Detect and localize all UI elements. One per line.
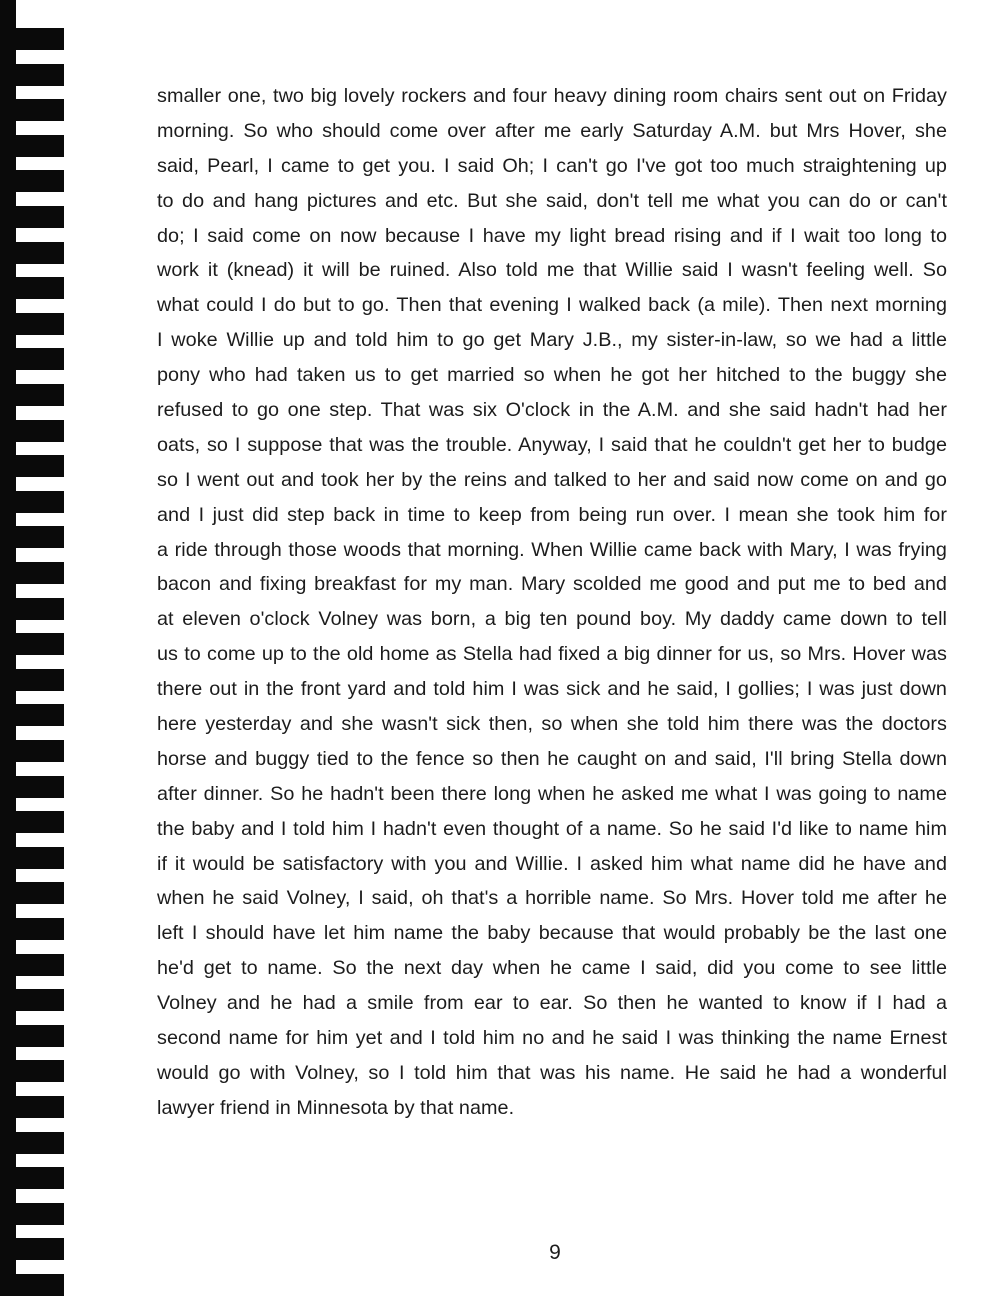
binding-tooth (0, 28, 64, 50)
text-line: Volney and he had a smile from ear to ear. So then he wanted to know if I had a (157, 992, 947, 1015)
binding-tooth (0, 882, 64, 904)
binding-tooth (0, 99, 64, 121)
binding-tooth (0, 918, 64, 940)
binding-tooth (0, 633, 64, 655)
binding-tooth (0, 526, 64, 548)
binding-tooth (0, 1238, 64, 1260)
binding-tooth (0, 1025, 64, 1047)
text-line: here yesterday and she wasn't sick then, so when she told him there was the doctors (157, 713, 947, 736)
binding-tooth (0, 1274, 64, 1296)
binding-tooth (0, 811, 64, 833)
binding-tooth (0, 1132, 64, 1154)
text-line: the baby and I told him I hadn't even thought of a name. So he said I'd like to name him (157, 817, 947, 840)
binding-tooth (0, 242, 64, 264)
text-line: I woke Willie up and told him to go get Mary J.B., my sister-in-law, so we had a little (157, 329, 947, 352)
binding-tooth (0, 598, 64, 620)
text-line: when he said Volney, I said, oh that's a horrible name. So Mrs. Hover told me after he (157, 887, 947, 910)
binding-tooth (0, 206, 64, 228)
binding-tooth (0, 135, 64, 157)
text-line: to do and hang pictures and etc. But she said, don't tell me what you can do or can't (157, 189, 947, 212)
text-line: smaller one, two big lovely rockers and four heavy dining room chairs sent out on Friday (157, 85, 947, 107)
text-line: so I went out and took her by the reins and talked to her and said now come on and go (157, 468, 947, 491)
text-line: if it would be satisfactory with you and Willie. I asked him what name did he have and (157, 852, 947, 875)
text-line: lawyer friend in Minnesota by that name. (157, 1096, 515, 1119)
spiral-binding (0, 0, 64, 1292)
text-line: after dinner. So he hadn't been there long when he asked me what I was going to name (157, 782, 947, 805)
binding-tooth (0, 740, 64, 762)
binding-tooth (0, 669, 64, 691)
binding-tooth (0, 313, 64, 335)
text-line: would go with Volney, so I told him that was his name. He said he had a wonderful (157, 1061, 947, 1084)
binding-tooth (0, 348, 64, 370)
text-line: second name for him yet and I told him no and he said I was thinking the name Ernest (157, 1027, 947, 1050)
binding-tooth (0, 1096, 64, 1118)
binding-tooth (0, 64, 64, 86)
binding-tooth (0, 989, 64, 1011)
text-line: he'd get to name. So the next day when he came I said, did you come to see little (157, 957, 947, 980)
text-line: refused to go one step. That was six O'clock in the A.M. and she said hadn't had her (157, 399, 947, 422)
text-line: do; I said come on now because I have my light bread rising and if I wait too long to (157, 224, 947, 247)
binding-tooth (0, 847, 64, 869)
binding-tooth (0, 384, 64, 406)
binding-tooth (0, 491, 64, 513)
binding-tooth (0, 954, 64, 976)
text-line: and I just did step back in time to keep from being run over. I mean she took him for (157, 503, 947, 526)
text-line: us to come up to the old home as Stella had fixed a big dinner for us, so Mrs. Hover was (157, 643, 947, 666)
binding-tooth (0, 1167, 64, 1189)
binding-tooth (0, 1060, 64, 1082)
document-body (157, 79, 947, 1126)
text-line: pony who had taken us to get married so when he got her hitched to the buggy she (157, 364, 947, 387)
binding-tooth (0, 1203, 64, 1225)
page-number: 9 (549, 1241, 561, 1264)
text-line: what could I do but to go. Then that evening I walked back (a mile). Then next morning (157, 294, 947, 317)
text-line: there out in the front yard and told him I was sick and he said, I gollies; I was just down (157, 678, 947, 701)
text-line: left I should have let him name the baby because that would probably be the last one (157, 922, 947, 945)
text-line: bacon and fixing breakfast for my man. Mary scolded me good and put me to bed and (157, 573, 947, 596)
text-line: oats, so I suppose that was the trouble. Anyway, I said that he couldn't get her to budge (157, 433, 947, 456)
text-line: a ride through those woods that morning. When Willie came back with Mary, I was frying (157, 538, 947, 561)
binding-tooth (0, 170, 64, 192)
binding-tooth (0, 776, 64, 798)
binding-tooth (0, 455, 64, 477)
text-line: said, Pearl, I came to get you. I said Oh; I can't go I've got too much straightening up (157, 154, 947, 177)
text-line: at eleven o'clock Volney was born, a big ten pound boy. My daddy came down to tell (157, 608, 947, 631)
binding-tooth (0, 704, 64, 726)
binding-tooth (0, 277, 64, 299)
text-line: work it (knead) it will be ruined. Also told me that Willie said I wasn't feeling well. So (157, 259, 947, 282)
binding-tooth (0, 420, 64, 442)
binding-tooth (0, 562, 64, 584)
text-line: horse and buggy tied to the fence so then he caught on and said, I'll bring Stella down (157, 747, 947, 770)
text-line: morning. So who should come over after me early Saturday A.M. but Mrs Hover, she (157, 119, 947, 142)
